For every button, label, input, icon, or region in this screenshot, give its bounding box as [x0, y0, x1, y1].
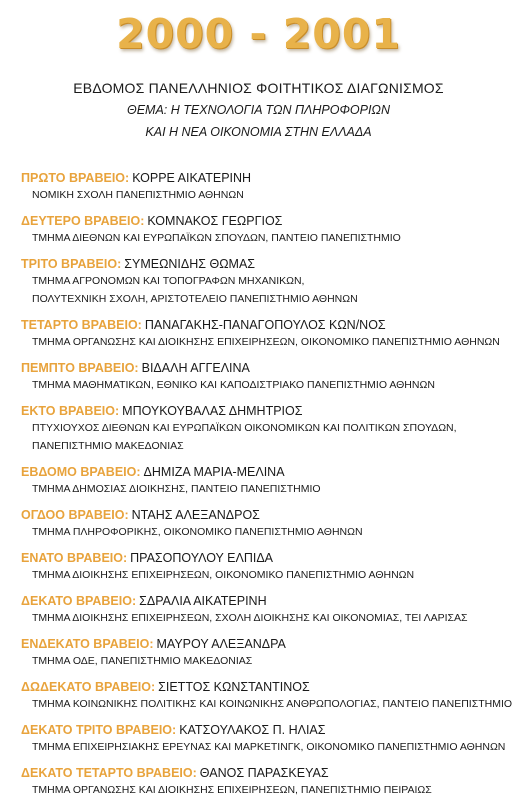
award-department: ΤΜΗΜΑ ΚΟΙΝΩΝΙΚΗΣ ΠΟΛΙΤΙΚΗΣ ΚΑΙ ΚΟΙΝΩΝΙΚΗΣ ΑΝΘΡΩΠΟΛΟΓΙΑΣ, ΠΑΝΤΕΙΟ ΠΑΝΕΠΙΣΤΗΜΙΟ	[32, 698, 513, 710]
winner-name: ΘΑΝΟΣ ΠΑΡΑΣΚΕΥΑΣ	[199, 766, 329, 780]
award-heading	[21, 765, 511, 781]
award-entry	[21, 256, 511, 308]
award-heading	[21, 722, 511, 738]
award-entry	[21, 679, 511, 713]
award-title: ΕΝΔΕΚΑΤΟ ΒΡΑΒΕΙΟ:	[21, 637, 154, 651]
award-department: ΠΟΛΥΤΕΧΝΙΚΗ ΣΧΟΛΗ, ΑΡΙΣΤΟΤΕΛΕΙΟ ΠΑΝΕΠΙΣΤΗΜΙΟ ΑΘΗΝΩΝ	[32, 293, 358, 305]
award-department: ΠΑΝΕΠΙΣΤΗΜΙΟ ΜΑΚΕΔΟΝΙΑΣ	[32, 440, 184, 452]
award-heading	[21, 464, 511, 480]
award-heading	[21, 317, 511, 333]
contest-name: ΕΒΔΟΜΟΣ ΠΑΝΕΛΛΗΝΙΟΣ ΦΟΙΤΗΤΙΚΟΣ ΔΙΑΓΩΝΙΣΜΟΣ	[73, 80, 444, 96]
award-heading	[21, 593, 511, 609]
award-title: ΕΝΑΤΟ ΒΡΑΒΕΙΟ:	[21, 551, 128, 565]
award-title: ΟΓΔΟΟ ΒΡΑΒΕΙΟ:	[21, 508, 129, 522]
winner-name: ΒΙΔΑΛΗ ΑΓΓΕΛΙΝΑ	[141, 361, 250, 375]
contest-header	[0, 77, 517, 143]
award-department: ΤΜΗΜΑ ΑΓΡΟΝΟΜΩΝ ΚΑΙ ΤΟΠΟΓΡΑΦΩΝ ΜΗΧΑΝΙΚΩΝ,	[32, 275, 305, 287]
award-entry	[21, 360, 511, 394]
winner-name: ΣΔΡΑΛΙΑ ΑΙΚΑΤΕΡΙΝΗ	[139, 594, 267, 608]
winner-name: ΠΑΝΑΓΑΚΗΣ-ΠΑΝΑΓΟΠΟΥΛΟΣ ΚΩΝ/ΝΟΣ	[144, 318, 386, 332]
award-title: ΕΒΔΟΜΟ ΒΡΑΒΕΙΟ:	[21, 465, 141, 479]
award-entry	[21, 636, 511, 670]
award-entry	[21, 593, 511, 627]
award-entry	[21, 507, 511, 541]
award-department: ΤΜΗΜΑ ΕΠΙΧΕΙΡΗΣΙΑΚΗΣ ΕΡΕΥΝΑΣ ΚΑΙ ΜΑΡΚΕΤΙΝΓΚ, ΟΙΚΟΝΟΜΙΚΟ ΠΑΝΕΠΙΣΤΗΜΙΟ ΑΘΗΝΩΝ	[32, 741, 506, 753]
award-department: ΤΜΗΜΑ ΔΙΟΙΚΗΣΗΣ ΕΠΙΧΕΙΡΗΣΕΩΝ, ΟΙΚΟΝΟΜΙΚΟ ΠΑΝΕΠΙΣΤΗΜΙΟ ΑΘΗΝΩΝ	[32, 569, 415, 581]
award-heading	[21, 256, 511, 272]
award-heading	[21, 507, 511, 523]
winner-name: ΚΟΜΝΑΚΟΣ ΓΕΩΡΓΙΟΣ	[147, 214, 283, 228]
award-heading	[21, 213, 511, 229]
winner-name: ΜΑΥΡΟΥ ΑΛΕΞΑΝΔΡΑ	[156, 637, 286, 651]
award-department: ΤΜΗΜΑ ΜΑΘΗΜΑΤΙΚΩΝ, ΕΘΝΙΚΟ ΚΑΙ ΚΑΠΟΔΙΣΤΡΙΑΚΟ ΠΑΝΕΠΙΣΤΗΜΙΟ ΑΘΗΝΩΝ	[32, 379, 435, 391]
award-heading	[21, 170, 511, 186]
winner-name: ΔΗΜΙΖΑ ΜΑΡΙΑ-ΜΕΛΙΝΑ	[143, 465, 285, 479]
winner-name: ΚΟΡΡΕ ΑΙΚΑΤΕΡΙΝΗ	[132, 171, 252, 185]
award-title: ΔΕΚΑΤΟ ΒΡΑΒΕΙΟ:	[21, 594, 137, 608]
winner-name: ΣΙΕΤΤΟΣ ΚΩΝΣΤΑΝΤΙΝΟΣ	[158, 680, 310, 694]
winner-name: ΠΡΑΣΟΠΟΥΛΟΥ ΕΛΠΙΔΑ	[130, 551, 274, 565]
award-title: ΤΡΙΤΟ ΒΡΑΒΕΙΟ:	[21, 257, 122, 271]
award-department: ΤΜΗΜΑ ΔΙΟΙΚΗΣΗΣ ΕΠΙΧΕΙΡΗΣΕΩΝ, ΣΧΟΛΗ ΔΙΟΙΚΗΣΗΣ ΚΑΙ ΟΙΚΟΝΟΜΙΑΣ, ΤΕΙ ΛΑΡΙΣΑΣ	[32, 612, 468, 624]
award-entry	[21, 213, 511, 247]
award-entry	[21, 317, 511, 351]
award-heading	[21, 550, 511, 566]
award-title: ΠΕΜΠΤΟ ΒΡΑΒΕΙΟ:	[21, 361, 139, 375]
award-entry	[21, 464, 511, 498]
award-department: ΤΜΗΜΑ ΟΡΓΑΝΩΣΗΣ ΚΑΙ ΔΙΟΙΚΗΣΗΣ ΕΠΙΧΕΙΡΗΣΕΩΝ, ΟΙΚΟΝΟΜΙΚΟ ΠΑΝΕΠΙΣΤΗΜΙΟ ΑΘΗΝΩΝ	[32, 336, 500, 348]
award-heading	[21, 360, 511, 376]
award-department: ΠΤΥΧΙΟΥΧΟΣ ΔΙΕΘΝΩΝ ΚΑΙ ΕΥΡΩΠΑΪΚΩΝ ΟΙΚΟΝΟΜΙΚΩΝ ΚΑΙ ΠΟΛΙΤΙΚΩΝ ΣΠΟΥΔΩΝ,	[32, 422, 457, 434]
award-heading	[21, 636, 511, 652]
award-heading	[21, 679, 511, 695]
award-title: ΠΡΩΤΟ ΒΡΑΒΕΙΟ:	[21, 171, 130, 185]
award-title: ΤΕΤΑΡΤΟ ΒΡΑΒΕΙΟ:	[21, 318, 142, 332]
award-entry	[21, 170, 511, 204]
award-department: ΤΜΗΜΑ ΟΔΕ, ΠΑΝΕΠΙΣΤΗΜΙΟ ΜΑΚΕΔΟΝΙΑΣ	[32, 655, 253, 667]
winner-name: ΜΠΟΥΚΟΥΒΑΛΑΣ ΔΗΜΗΤΡΙΟΣ	[122, 404, 303, 418]
awards-list	[21, 170, 511, 799]
award-title: ΔΕΚΑΤΟ ΤΡΙΤΟ ΒΡΑΒΕΙΟ:	[21, 723, 177, 737]
winner-name: ΣΥΜΕΩΝΙΔΗΣ ΘΩΜΑΣ	[124, 257, 256, 271]
award-department: ΝΟΜΙΚΗ ΣΧΟΛΗ ΠΑΝΕΠΙΣΤΗΜΙΟ ΑΘΗΝΩΝ	[32, 189, 244, 201]
award-heading	[21, 403, 511, 419]
winner-name: ΝΤΑΗΣ ΑΛΕΞΑΝΔΡΟΣ	[131, 508, 260, 522]
award-entry	[21, 722, 511, 756]
award-entry	[21, 550, 511, 584]
year-title: 2000 - 2001	[116, 10, 401, 58]
award-title: ΔΕΚΑΤΟ ΤΕΤΑΡΤΟ ΒΡΑΒΕΙΟ:	[21, 766, 197, 780]
theme-line-1: ΘΕΜΑ: Η ΤΕΧΝΟΛΟΓΙΑ ΤΩΝ ΠΛΗΡΟΦΟΡΙΩΝ	[127, 103, 390, 117]
award-department: ΤΜΗΜΑ ΠΛΗΡΟΦΟΡΙΚΗΣ, ΟΙΚΟΝΟΜΙΚΟ ΠΑΝΕΠΙΣΤΗΜΙΟ ΑΘΗΝΩΝ	[32, 526, 363, 538]
award-entry	[21, 403, 511, 455]
award-department: ΤΜΗΜΑ ΔΙΕΘΝΩΝ ΚΑΙ ΕΥΡΩΠΑΪΚΩΝ ΣΠΟΥΔΩΝ, ΠΑΝΤΕΙΟ ΠΑΝΕΠΙΣΤΗΜΙΟ	[32, 232, 401, 244]
award-title: ΔΕΥΤΕΡΟ ΒΡΑΒΕΙΟ:	[21, 214, 145, 228]
winner-name: ΚΑΤΣΟΥΛΑΚΟΣ Π. ΗΛΙΑΣ	[179, 723, 326, 737]
award-entry	[21, 765, 511, 799]
award-department: ΤΜΗΜΑ ΟΡΓΑΝΩΣΗΣ ΚΑΙ ΔΙΟΙΚΗΣΗΣ ΕΠΙΧΕΙΡΗΣΕΩΝ, ΠΑΝΕΠΙΣΤΗΜΙΟ ΠΕΙΡΑΙΩΣ	[32, 784, 432, 796]
theme-line-2: ΚΑΙ Η ΝΕΑ ΟΙΚΟΝΟΜΙΑ ΣΤΗΝ ΕΛΛΑΔΑ	[145, 125, 372, 139]
award-title: ΕΚΤΟ ΒΡΑΒΕΙΟ:	[21, 404, 120, 418]
award-department: ΤΜΗΜΑ ΔΗΜΟΣΙΑΣ ΔΙΟΙΚΗΣΗΣ, ΠΑΝΤΕΙΟ ΠΑΝΕΠΙΣΤΗΜΙΟ	[32, 483, 321, 495]
award-title: ΔΩΔΕΚΑΤΟ ΒΡΑΒΕΙΟ:	[21, 680, 156, 694]
